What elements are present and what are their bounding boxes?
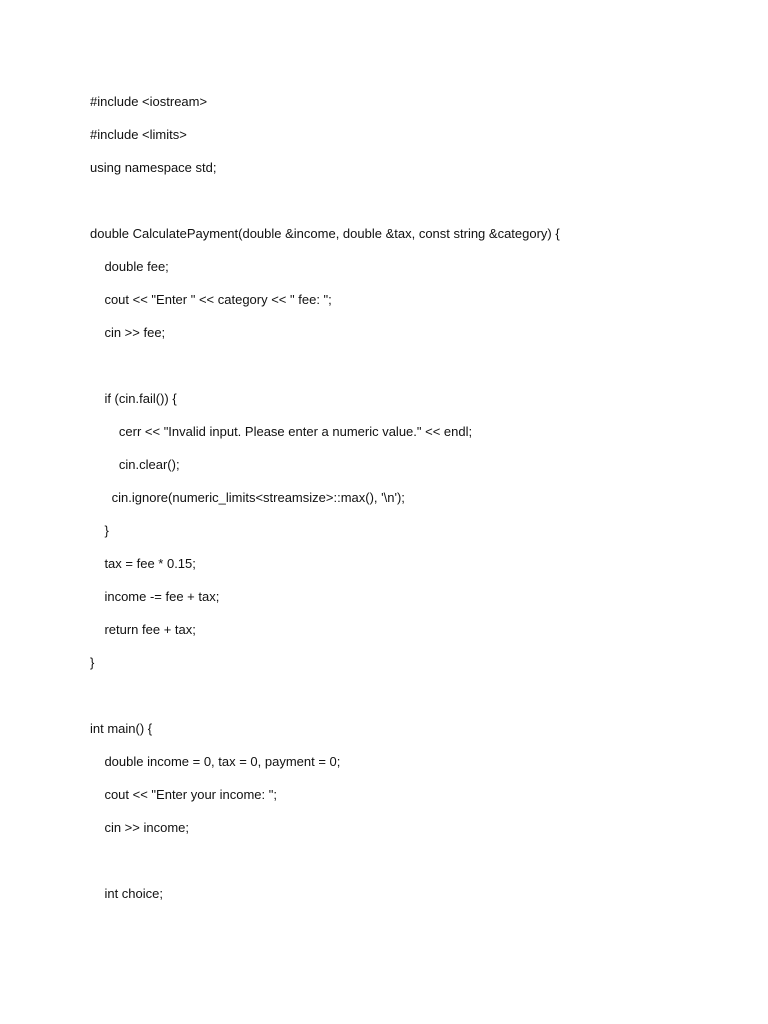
code-line: cin.ignore(numeric_limits<streamsize>::max(), '\n'); [90, 490, 405, 505]
code-listing [90, 88, 730, 913]
code-line: double fee; [90, 259, 169, 274]
code-line: #include <limits> [90, 127, 187, 142]
code-line: return fee + tax; [90, 622, 196, 637]
blank-line [90, 187, 730, 220]
blank-line [90, 682, 730, 715]
code-line: tax = fee * 0.15; [90, 556, 196, 571]
code-line: } [90, 655, 95, 670]
code-line: int choice; [90, 886, 163, 901]
code-line: using namespace std; [90, 160, 217, 175]
blank-line [90, 352, 730, 385]
code-line: cout << "Enter your income: "; [90, 787, 277, 802]
code-line: double CalculatePayment(double &income, double &tax, const string &category) { [90, 226, 560, 241]
code-line: #include <iostream> [90, 94, 208, 109]
code-line: cout << "Enter " << category << " fee: "; [90, 292, 332, 307]
code-line: if (cin.fail()) { [90, 391, 177, 406]
code-line: cin.clear(); [90, 457, 180, 472]
code-line: cerr << "Invalid input. Please enter a numeric value." << endl; [90, 424, 473, 439]
code-line: } [90, 523, 109, 538]
code-line: cin >> income; [90, 820, 189, 835]
code-line: cin >> fee; [90, 325, 166, 340]
code-line: int main() { [90, 721, 153, 736]
code-line: income -= fee + tax; [90, 589, 220, 604]
code-line: double income = 0, tax = 0, payment = 0; [90, 754, 341, 769]
blank-line [90, 847, 730, 880]
